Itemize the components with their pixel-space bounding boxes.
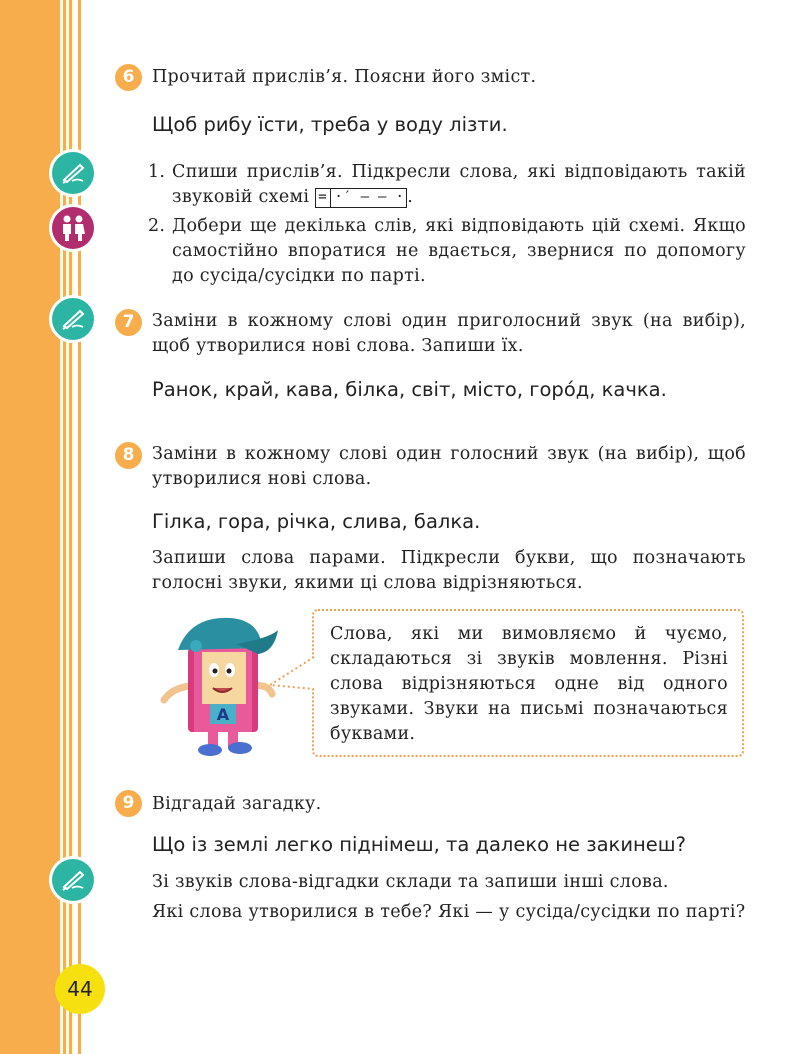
exercise-number: 6 <box>115 64 142 91</box>
exercise-instruction: Прочитай прислів’я. Поясни його зміст. <box>152 67 537 87</box>
write-icon <box>52 859 94 901</box>
exercise-number: 9 <box>115 790 142 817</box>
riddle-text: Що із землі легко піднімеш, та далеко не закинеш? <box>152 833 686 856</box>
page-number: 44 <box>55 964 105 1014</box>
exercise-instruction: Відгадай загадку. <box>152 794 322 814</box>
proverb-text: Щоб рибу їсти, треба у воду лізти. <box>152 113 508 136</box>
task-list <box>148 160 746 289</box>
word-list: Гілка, гора, річка, слива, балка. <box>152 510 481 533</box>
exercise-instruction: Заміни в кожному слові один голосний звук (на вибір), щоб утворилися нові слова. <box>152 444 746 489</box>
list-item-number: 1. <box>148 162 166 182</box>
bubble-tail <box>268 655 316 695</box>
list-item-text: Спиши прислів’я. Підкресли слова, які відповідають такій звуковій схемі <box>172 162 746 207</box>
list-item <box>148 160 746 210</box>
scheme-right: ·′ — — · <box>334 188 405 205</box>
exercise-number: 8 <box>115 442 142 469</box>
sound-scheme <box>315 188 407 208</box>
exercise-task: Зі звуків слова-відгадки склади та запиши інші слова. <box>152 872 669 892</box>
exercise-task: Запиши слова парами. Підкресли букви, що позначають голосні звуки, якими ці слова відрізняються. <box>152 548 746 593</box>
exercise-instruction: Заміни в кожному слові один приголосний звук (на вибір), щоб утворилися нові слова. Запиши їх. <box>152 311 746 356</box>
list-item-text: Добери ще декілька слів, які відповідають цій схемі. Якщо самостійно впоратися не вдається, звернися по допомогу до сусіда/сусідки по парті. <box>172 216 746 286</box>
list-item-number: 2. <box>148 216 166 236</box>
pair-work-icon <box>52 207 94 249</box>
write-icon <box>52 152 94 194</box>
rule-text: Слова, які ми вимовляємо й чуємо, складаються зі звуків мовлення. Різні слова відрізняються одне від одного звуками. Звуки на письмі позначаються буквами. <box>330 624 728 744</box>
list-item-end: . <box>407 187 414 207</box>
list-item <box>148 214 746 289</box>
word-list: Ранок, край, кава, білка, світ, місто, горо́д, качка. <box>152 378 667 401</box>
write-icon <box>52 298 94 340</box>
exercise-number: 7 <box>115 309 142 336</box>
scheme-left: = <box>318 188 327 205</box>
book-letter: А <box>216 705 230 724</box>
exercise-task: Які слова утворилися в тебе? Які — у сусіда/сусідки по парті? <box>152 902 746 922</box>
